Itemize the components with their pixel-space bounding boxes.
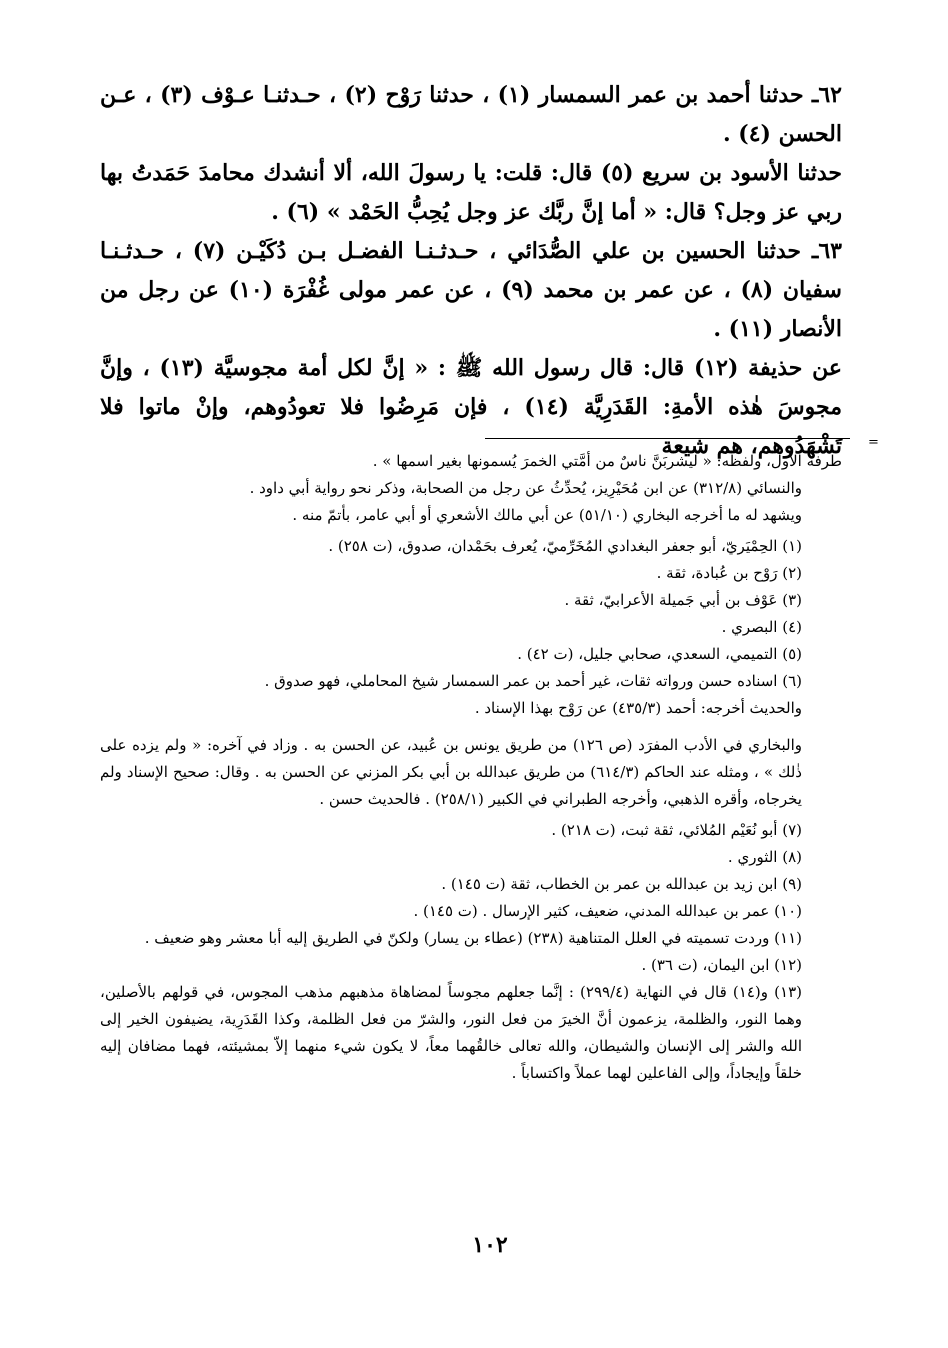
separator-mark: = <box>868 435 879 450</box>
footnote-10: (١٠) عمر بن عبدالله المدني، ضعيف، كثير الإرسال . (ت ١٤٥) . <box>413 902 802 920</box>
hadith-62-chain: ٦٢ـ حدثنا أحمد بن عمر السمسار (١) ، حدثنا رَوْح (٢) ، حـدثنـا عـوْف (٣) ، عـن الحسن (٤) . <box>100 82 842 147</box>
footnote-continued: والنسائي (٣١٢/٨) عن ابن مُحَيْرِيز، يُحدِّثُ عن رجل من الصحابة، وذكر نحو رواية أبي داود . <box>249 479 802 497</box>
footnote-8: (٨) الثوري . <box>727 848 802 866</box>
footnote-7: (٧) أبو نُعَيْم المُلائي، ثقة ثبت، (ت ٢١٨) . <box>551 821 802 839</box>
footnote-6-continued: والحديث أخرجه: أحمد (٤٣٥/٣) عن رَوْح بهذا الإسناد . <box>474 699 802 717</box>
page-number: ١٠٢ <box>472 1232 508 1258</box>
footnote-separator <box>485 438 850 439</box>
footnote-2: (٢) رَوْح بن عُبادة، ثقة . <box>656 564 802 582</box>
footnote-continued: طرفه الأول، ولفظه: « ليشربَنَّ ناسٌ من أمَّتي الخمرَ يُسمونها بغير اسمها » . <box>372 452 842 470</box>
footnote-9: (٩) ابن زيد بن عبدالله بن عمر بن الخطاب، ثقة (ت ١٤٥) . <box>441 875 802 893</box>
footnote-11: (١١) وردت تسميته في العلل المتناهية (٢٣٨) (عطاء بن يسار) ولكنّ في الطريق إليه أبا معشر وهو ضعيف . <box>144 929 802 947</box>
footnote-continued: ويشهد له ما أخرجه البخاري (٥١/١٠) عن أبي مالك الأشعري أو أبي عامر، بأتمّ منه . <box>292 506 802 524</box>
hadith-62-text: حدثنا الأسود بن سريع (٥) قال: قلت: يا رسولَ الله، ألا أنشدك محامدَ حَمَدتُ بها ربي عز وجل؟ قال: « أما إنَّ ربَّك عز وجل يُحِبُّ الحَمْد » (٦) . <box>100 160 843 225</box>
footnote-1: (١) الحِمْيَريّ، أبو جعفر البغدادي المُخَرِّميّ، يُعرف بحَمْدان، صدوق، (ت ٢٥٨) . <box>328 537 802 555</box>
footnote-4: (٤) البصري . <box>721 618 802 636</box>
main-text <box>100 76 842 466</box>
hadith-63-chain: ٦٣ـ حدثنا الحسين بن علي الصُّدَائي ، حـدثـنـا الفضـل بـن دُكَيْـن (٧) ، حـدثـنـا سفيان (٨) ، عن عمر بن محمد (٩) ، عن عمر مولى غُفْرَة (١٠) عن رجل من الأنصار (١١) . <box>100 238 842 342</box>
footnote-13-14: (١٣) و(١٤) قال في النهاية (٢٩٩/٤) : إنَّما جعلهم مجوساً لمضاهاة مذهبهم مذهب المجوس، في قولهم بالأصلين، وهما النور، والظلمة، يزعمون أنَّ الخيرَ من فعل النور، والشرّ من فعل الظلمة، وكذا القَدَرِية، يضيفون الخير إلى الله والشر إلى الإنسان والشيطان، والله تعالى خالقُهما معاً، لا يكون شيء منهما إلاّ بمشيئته، فهما مضافان إليه خلقاً وإيجاداً، وإلى الفاعلين لهما عملاً واكتساباً . <box>100 983 802 1082</box>
hadith-63-text: عن حذيفة (١٢) قال: قال رسول الله ﷺ : « إنَّ لكل أمة مجوسيَّة (١٣) ، وإنَّ مجوسَ هٰذه الأمةِ: القَدَرِيَّة (١٤) ، فإن مَرِضُوا فلا تعودُوهم، وإنْ ماتوا فلا تَشْهَدُوهم، هم شيعة <box>100 355 842 459</box>
footnote-12: (١٢) ابن اليمان، (ت ٣٦) . <box>641 956 802 974</box>
footnote-3: (٣) عَوْف بن أبي جَميلة الأعرابيّ، ثقة . <box>564 591 802 609</box>
footnote-5: (٥) التميمي، السعدي، صحابي جليل، (ت ٤٢) . <box>517 645 802 663</box>
footnote-6-paragraph: والبخاري في الأدب المفرَد (ص ١٢٦) من طريق يونس بن عُبيد، عن الحسن به . وزاد في آخره: « ولم يزده على ذٰلك » ، ومثله عند الحاكم (٦١٤/٣) من طريق عبدالله بن أبي بكر المزني عن الحسن به . وقال: صحيح الإسناد ولم يخرجاه، وأقره الذهبي، وأخرجه الطبراني في الكبير (٢٥٨/١) . فالحديث حسن . <box>100 736 802 808</box>
footnote-6: (٦) اسناده حسن ورواته ثقات، غير أحمد بن عمر السمسار شيخ المحاملي، فهو صدوق . <box>264 672 802 690</box>
footnotes <box>100 448 842 1087</box>
